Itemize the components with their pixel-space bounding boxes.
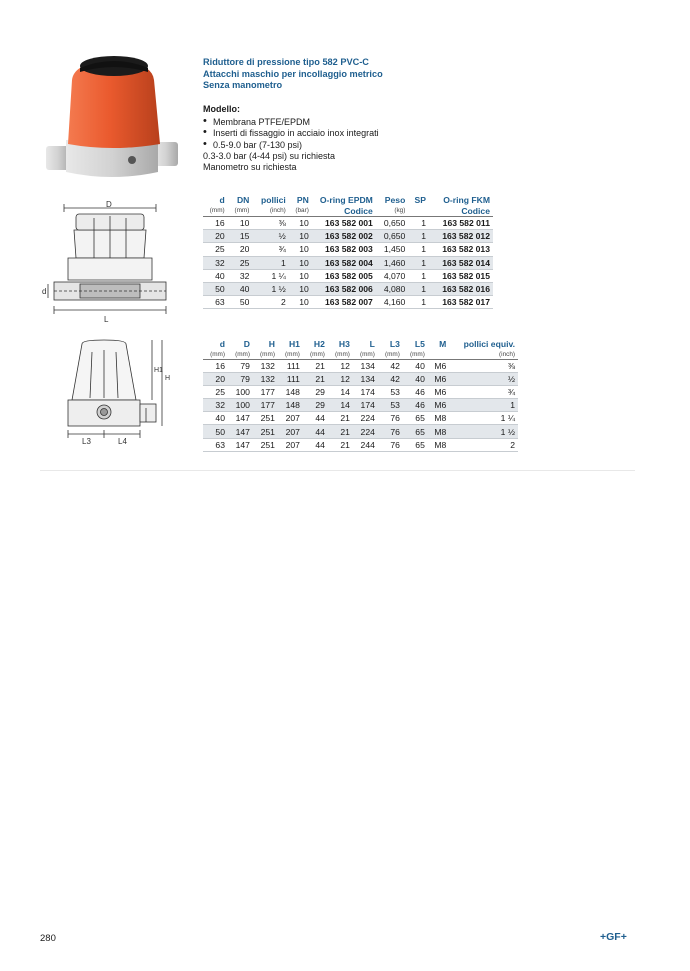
table-cell: 10 (289, 256, 312, 269)
table-cell: 10 (289, 282, 312, 295)
table-cell: 25 (228, 256, 253, 269)
table-cell: 163 582 015 (429, 269, 493, 282)
dim-label-L: L (104, 315, 109, 324)
table-cell: 207 (278, 425, 303, 438)
product-photo (44, 48, 180, 184)
gf-logo: +GF+ (600, 931, 627, 943)
table-cell: 147 (228, 412, 253, 425)
col-header-pn: PN (bar) (289, 195, 312, 217)
table-cell: 44 (303, 412, 328, 425)
dim-label-D: D (106, 200, 112, 209)
section-divider (40, 470, 635, 471)
table-cell: ½ (449, 372, 518, 385)
table-row (203, 282, 493, 295)
table-cell: 44 (303, 425, 328, 438)
dim-label-H1: H1 (154, 367, 163, 374)
table-row (203, 230, 493, 243)
table-cell: 163 582 007 (312, 296, 376, 309)
table-cell: 207 (278, 438, 303, 451)
table-cell: 44 (303, 438, 328, 451)
table-cell: 1 (449, 399, 518, 412)
table-cell: 111 (278, 359, 303, 372)
table-cell: 244 (353, 438, 378, 451)
dim-label-L4: L4 (118, 437, 127, 446)
table-cell: 1,460 (376, 256, 409, 269)
table-cell: M6 (428, 399, 449, 412)
table-cell: 16 (203, 217, 228, 230)
table-cell: 251 (253, 412, 278, 425)
table-row (203, 243, 493, 256)
col-header: d (mm) (203, 339, 228, 359)
table-cell: 79 (228, 359, 253, 372)
table-cell: 40 (403, 359, 428, 372)
table-cell: 12 (328, 372, 353, 385)
table-cell: 134 (353, 359, 378, 372)
table-cell: 50 (203, 282, 228, 295)
table-cell: 163 582 004 (312, 256, 376, 269)
col-header: L (mm) (353, 339, 378, 359)
table-row (203, 412, 518, 425)
table-cell: 1 (408, 256, 429, 269)
table-cell: 1 (408, 230, 429, 243)
table-cell: 163 582 002 (312, 230, 376, 243)
table-cell: M8 (428, 425, 449, 438)
col-header-sp: SP (408, 195, 429, 217)
table-cell: 1,450 (376, 243, 409, 256)
table-cell: 1 (408, 217, 429, 230)
table-cell: 40 (403, 372, 428, 385)
table-cell: 76 (378, 438, 403, 451)
table-cell: 65 (403, 425, 428, 438)
table-cell: 79 (228, 372, 253, 385)
table-cell: 32 (203, 399, 228, 412)
model-heading: Modello: (203, 104, 240, 114)
table-cell: 46 (403, 385, 428, 398)
col-header-pollici: pollici (inch) (252, 195, 288, 217)
model-bullet: • Inserti di fissaggio in acciaio inox integrati (203, 128, 379, 139)
col-header-oring-fkm: O-ring FKM Codice (429, 195, 493, 217)
table-cell: 20 (203, 372, 228, 385)
table-row (203, 296, 493, 309)
table-cell: ½ (252, 230, 288, 243)
table-cell: 1 (408, 296, 429, 309)
table-cell: 148 (278, 399, 303, 412)
table-cell: 32 (228, 269, 253, 282)
front-drawing (44, 338, 194, 450)
table-cell: 174 (353, 399, 378, 412)
table-row (203, 372, 518, 385)
table-cell: M6 (428, 385, 449, 398)
table-cell: 29 (303, 385, 328, 398)
table-row (203, 359, 518, 372)
table-cell: 2 (449, 438, 518, 451)
table-cell: ¾ (449, 385, 518, 398)
model-note: Manometro su richiesta (203, 162, 297, 173)
table-cell: 163 582 006 (312, 282, 376, 295)
table-cell: 4,160 (376, 296, 409, 309)
table-cell: 251 (253, 425, 278, 438)
col-header: L5 (mm) (403, 339, 428, 359)
table-cell: 20 (203, 230, 228, 243)
table-cell: 224 (353, 412, 378, 425)
table-cell: 1 (408, 243, 429, 256)
table-cell: 148 (278, 385, 303, 398)
table-cell: 76 (378, 412, 403, 425)
table-cell: 147 (228, 425, 253, 438)
table-cell: 40 (203, 269, 228, 282)
table-cell: 10 (289, 243, 312, 256)
table-cell: 147 (228, 438, 253, 451)
table-cell: M6 (428, 372, 449, 385)
col-header: pollici equiv. (inch) (449, 339, 518, 359)
table-cell: 25 (203, 385, 228, 398)
table-cell: 207 (278, 412, 303, 425)
page-number: 280 (40, 933, 56, 944)
table-cell: 0,650 (376, 217, 409, 230)
table-cell: 224 (353, 425, 378, 438)
col-header-oring-epdm: O-ring EPDM Codice (312, 195, 376, 217)
table-cell: 111 (278, 372, 303, 385)
table-row (203, 256, 493, 269)
table-cell: 132 (253, 372, 278, 385)
dimensions-table (203, 339, 518, 452)
table-cell: 40 (203, 412, 228, 425)
model-note: 0.3-3.0 bar (4-44 psi) su richiesta (203, 150, 336, 161)
table-cell: 53 (378, 399, 403, 412)
table-cell: 0,650 (376, 230, 409, 243)
table-cell: 163 582 013 (429, 243, 493, 256)
product-title (203, 57, 383, 92)
table-cell: 1 ¼ (449, 412, 518, 425)
table-cell: 21 (328, 425, 353, 438)
table-cell: M6 (428, 359, 449, 372)
table-cell: 42 (378, 359, 403, 372)
table-row (203, 269, 493, 282)
table-cell: 40 (228, 282, 253, 295)
table-cell: 134 (353, 372, 378, 385)
table-cell: 46 (403, 399, 428, 412)
table-cell: ⅜ (252, 217, 288, 230)
table-cell: 163 582 012 (429, 230, 493, 243)
table-cell: 10 (289, 269, 312, 282)
table-row (203, 217, 493, 230)
table-cell: 10 (289, 296, 312, 309)
title-line-2: Attacchi maschio per incollaggio metrico (203, 68, 383, 79)
col-header: H1 (mm) (278, 339, 303, 359)
table-cell: ¾ (252, 243, 288, 256)
table-cell: ⅜ (449, 359, 518, 372)
table-cell: 100 (228, 399, 253, 412)
table-cell: 163 582 016 (429, 282, 493, 295)
dim-label-H: H (165, 375, 171, 382)
col-header: D (mm) (228, 339, 253, 359)
table-cell: 177 (253, 385, 278, 398)
table-cell: 53 (378, 385, 403, 398)
col-header: L3 (mm) (378, 339, 403, 359)
table-cell: 163 582 011 (429, 217, 493, 230)
table-cell: 163 582 003 (312, 243, 376, 256)
table-cell: 177 (253, 399, 278, 412)
table-cell: 21 (303, 372, 328, 385)
order-codes-table (203, 195, 493, 309)
table-row (203, 385, 518, 398)
table-cell: M8 (428, 438, 449, 451)
table-cell: 1 (408, 282, 429, 295)
table-cell: 2 (252, 296, 288, 309)
col-header: H (mm) (253, 339, 278, 359)
table-cell: 10 (289, 230, 312, 243)
table-cell: 14 (328, 399, 353, 412)
table-cell: 14 (328, 385, 353, 398)
table-cell: 174 (353, 385, 378, 398)
model-bullet: • 0.5-9.0 bar (7-130 psi) (203, 140, 379, 151)
table-cell: 132 (253, 359, 278, 372)
dim-label-d: d (42, 287, 47, 296)
table-cell: 65 (403, 412, 428, 425)
table-cell: 1 (408, 269, 429, 282)
table-cell: 21 (328, 412, 353, 425)
model-section (203, 104, 379, 173)
table-cell: 1 ½ (252, 282, 288, 295)
table-cell: 251 (253, 438, 278, 451)
table-cell: 15 (228, 230, 253, 243)
table-row (203, 425, 518, 438)
table-cell: 50 (203, 425, 228, 438)
table-cell: 25 (203, 243, 228, 256)
table-cell: 1 ¼ (252, 269, 288, 282)
dim-label-L3: L3 (82, 437, 91, 446)
table-cell: 163 582 014 (429, 256, 493, 269)
table-cell: M8 (428, 412, 449, 425)
table-cell: 29 (303, 399, 328, 412)
col-header: M (428, 339, 449, 359)
table-cell: 10 (289, 217, 312, 230)
table-cell: 12 (328, 359, 353, 372)
table-cell: 32 (203, 256, 228, 269)
table-cell: 4,080 (376, 282, 409, 295)
table-cell: 63 (203, 296, 228, 309)
model-bullet: • Membrana PTFE/EPDM (203, 117, 379, 128)
table-cell: 65 (403, 438, 428, 451)
table-cell: 21 (328, 438, 353, 451)
col-header-dn: DN (mm) (228, 195, 253, 217)
table-row (203, 438, 518, 451)
table-cell: 21 (303, 359, 328, 372)
col-header: H2 (mm) (303, 339, 328, 359)
table-cell: 163 582 005 (312, 269, 376, 282)
table-cell: 50 (228, 296, 253, 309)
table-cell: 20 (228, 243, 253, 256)
table-cell: 1 ½ (449, 425, 518, 438)
table-cell: 76 (378, 425, 403, 438)
col-header-d: d (mm) (203, 195, 228, 217)
table-cell: 16 (203, 359, 228, 372)
table-cell: 1 (252, 256, 288, 269)
col-header: H3 (mm) (328, 339, 353, 359)
table-cell: 163 582 017 (429, 296, 493, 309)
title-line-1: Riduttore di pressione tipo 582 PVC-C (203, 57, 369, 67)
table-cell: 163 582 001 (312, 217, 376, 230)
section-drawing (40, 198, 190, 333)
table-cell: 100 (228, 385, 253, 398)
table-row (203, 399, 518, 412)
table-cell: 4,070 (376, 269, 409, 282)
table-cell: 63 (203, 438, 228, 451)
table-cell: 10 (228, 217, 253, 230)
table-cell: 42 (378, 372, 403, 385)
col-header-peso: Peso (kg) (376, 195, 409, 217)
title-line-3: Senza manometro (203, 80, 283, 91)
